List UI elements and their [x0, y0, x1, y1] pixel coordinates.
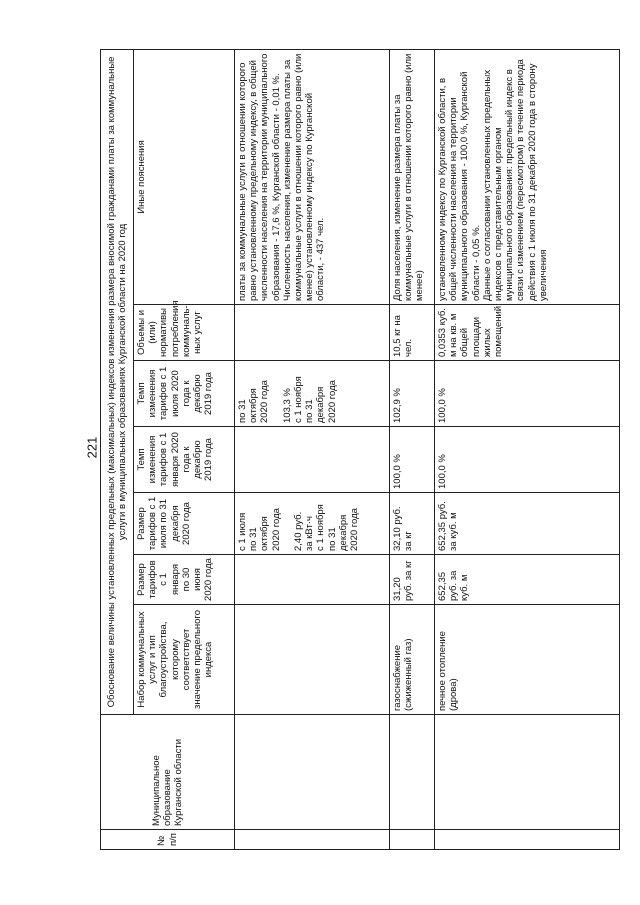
header-volume: Объемы и (или) нормативы потребления коммуналь-ных услуг [134, 305, 235, 361]
cell-tariff-h2: 32,10 руб. за кг [390, 493, 435, 555]
header-service-set: Набор коммунальных услуг и тип благоустройства, которому соответствует значение предельного индекса [134, 605, 235, 715]
cell-service [235, 605, 390, 715]
cell-rate-jul: по 31 октября 2020 года 103,3 % с 1 ноября по 31 декабря 2020 года [235, 361, 390, 427]
cell-notes: Доля населения, изменение размера платы за коммунальные услуги в отношении которого равно (или менее) [390, 49, 435, 304]
header-tariff-h2: Размер тарифов с 1 июля по 31 декабря 2020 года [134, 493, 235, 555]
table-row [390, 49, 435, 849]
cell-municipality [435, 715, 620, 830]
header-notes: Иные пояснения [134, 49, 235, 304]
cell-volume: 10,5 кг на чел. [390, 305, 435, 361]
header-rate-jan: Темп изменения тарифов с 1 января 2020 года к декабрю 2019 года [134, 427, 235, 493]
table-row [235, 49, 390, 849]
cell-rate-jan [235, 427, 390, 493]
header-tariff-h1: Размер тарифов с 1 января по 30 июня 2020 года [134, 555, 235, 605]
cell-volume: 0,0353 куб. м на кв. м общей площади жилых помещений [435, 305, 620, 361]
cell-tariff-h2: с 1 июля по 31 октября 2020 года 2,40 руб. за кВт·ч с 1 ноября по 31 декабря 2020 года [235, 493, 390, 555]
header-rate-jul: Темп изменения тарифов с 1 июля 2020 года к декабрю 2019 года [134, 361, 235, 427]
cell-municipality [235, 715, 390, 830]
rotated-table-container [100, 50, 620, 850]
cell-service: печное отопление (дрова) [435, 605, 620, 715]
header-row [101, 49, 134, 849]
cell-rate-jan: 100,0 % [435, 427, 620, 493]
cell-num [435, 830, 620, 850]
cell-municipality [390, 715, 435, 830]
table-row [435, 49, 620, 849]
header-justification: Обоснование величины установленных предельных (максимальных) индексов изменения размера вносимой гражданами платы за коммунальные услуги в муниципальных образованиях Курганской области на 2020 год [101, 49, 134, 714]
page-number: 221 [84, 436, 100, 459]
cell-notes: установленному индексу по Курганской области, в общей численности населения на территории муниципального образования - 100,0 %, Курганской области - 0,05 %. Данные о согласовании установленных предельных индексов с представительным органом муниципального образования: предельный индекс в связи с изменением (пересмотром) в течение периода действия с 1 июля по 31 декабря 2020 года в сторону увеличения [435, 49, 620, 304]
cell-volume [235, 305, 390, 361]
cell-num [390, 830, 435, 850]
header-num: № п/п [101, 830, 235, 850]
cell-notes: платы за коммунальные услуги в отношении которого равно установленному предельному индексу, в общей численности населения на территории муниципального образования - 17,6 %, Курганской области - 0,01 %. Численность населения, изменение размера платы за коммунальные услуги в отношении которого равно (или менее) установленному индексу по Курганской области, - 437 чел. [235, 49, 390, 304]
cell-rate-jan: 100,0 % [390, 427, 435, 493]
header-municipality: Муниципальное образование Курганской области [101, 715, 235, 830]
cell-tariff-h2: 652,35 руб. за куб. м [435, 493, 620, 555]
cell-rate-jul: 102,9 % [390, 361, 435, 427]
cell-rate-jul: 100,0 % [435, 361, 620, 427]
cell-service: газоснабжение (сжиженный газ) [390, 605, 435, 715]
cell-tariff-h1 [235, 555, 390, 605]
cell-tariff-h1: 652,35 руб. за куб. м [435, 555, 620, 605]
cell-num [235, 830, 390, 850]
tariff-table [100, 49, 620, 850]
cell-tariff-h1: 31,20 руб. за кг [390, 555, 435, 605]
